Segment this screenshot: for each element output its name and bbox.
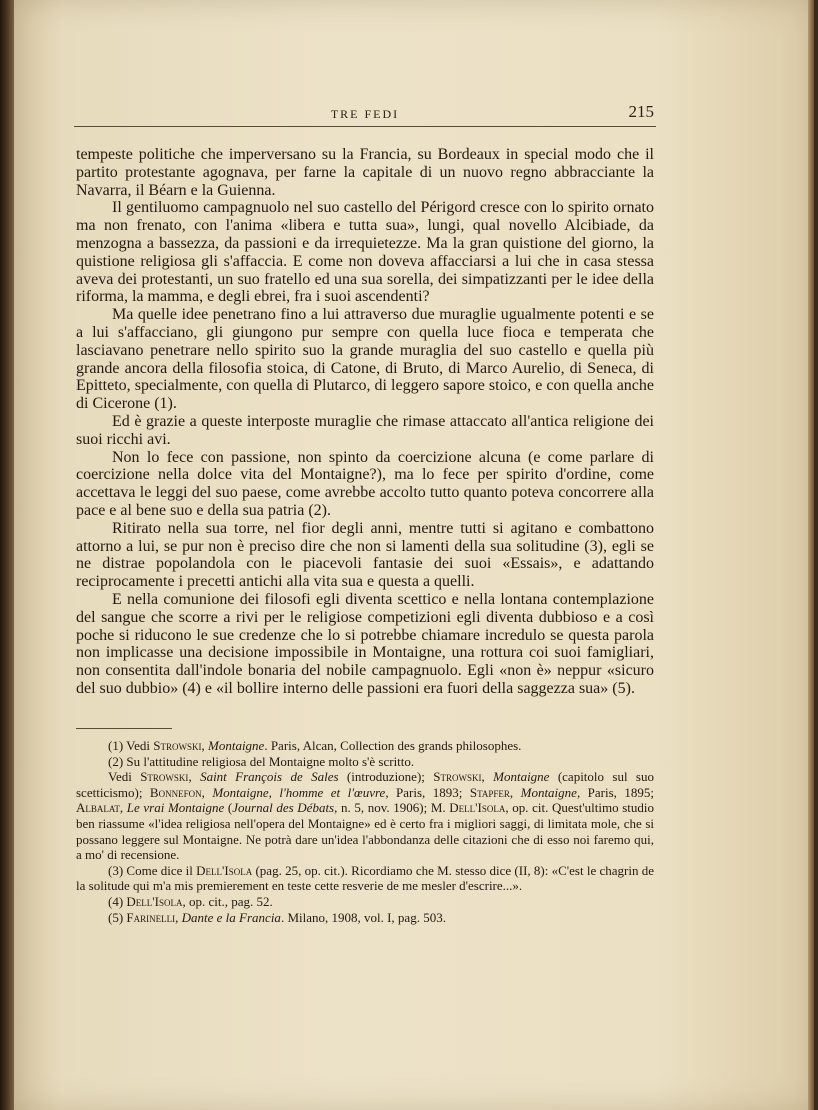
footnote-text: (5) — [108, 909, 127, 925]
footnote-text: Vedi — [108, 769, 141, 785]
footnote-text: (1) Vedi — [108, 738, 154, 753]
paragraph: Ritirato nella sua torre, nel fior degli anni, mentre tutti si agitano e combattono attorno a lui, se pur non è preciso dire che non si lamenti della sua solitudine (3), egli se ne distrae popolandola con le piacevoli fantasie dei suoi «Essais», e adattando reciprocamente i precetti antichi alla vita sua e questa a quelli. — [76, 519, 654, 591]
footnote-author: Dell'Isola — [196, 862, 253, 878]
footnote-text: , — [201, 738, 208, 753]
footnote-text: ( — [224, 800, 233, 816]
footnote-text: , — [201, 784, 213, 800]
footnote-title: Saint François de Sales — [200, 769, 339, 785]
footnote-author: Dell'Isola — [126, 893, 183, 909]
footnote-author: Strowski — [140, 769, 189, 785]
page-header — [76, 104, 654, 124]
footnotes — [76, 738, 654, 925]
footnote-author: Farinelli — [126, 909, 176, 925]
footnote-3 — [76, 863, 654, 894]
footnote-text: . Milano, 1908, vol. I, pag. 503. — [280, 909, 446, 925]
footnote-text: (capitolo sul suo scetticismo); — [76, 769, 654, 800]
footnote-text: , — [509, 784, 521, 800]
footnote-text: , op. cit., pag. 52. — [182, 893, 273, 909]
footnote-text: , — [119, 800, 127, 816]
header-rule — [74, 126, 656, 127]
paragraph: E nella comunione dei filosofi egli diventa scettico e nella lontana contemplazione del sangue che scorre a rivi per le religiose competizioni egli diventa dubbioso e a così poche si riducono le sue credenze che lo si potrebbe chiamare incredulo se questa parola non implicasse una decisione impossibile in Montaigne, una rottura coi suoi famigliari, non consentita dall'indole bonaria del nobile campagnuolo. Egli «non è» neppur «sicuro del suo dubbio» (4) e «il bollire interno delle passioni era fuori della saggezza sua» (5). — [76, 590, 654, 697]
footnote-author: Strowski — [433, 769, 482, 785]
footnote-text: , Paris, 1895; — [576, 784, 654, 800]
footnote-text: , — [188, 769, 201, 785]
footnote-text: (introduzione); — [338, 769, 434, 785]
footnote-title: Journal des Débats — [232, 800, 335, 816]
footnote-rule — [76, 728, 172, 729]
footnote-author: Strowski — [153, 738, 202, 753]
paragraph: Il gentiluomo campagnuolo nel suo castello del Périgord cresce con lo spirito ornato ma non frenato, con l'anima «libera e tutta sua», lungi, qual novello Alcibiade, da menzogna a bassezza, da passioni e da irrequietezze. Ma la gran quistione del giorno, la quistione religiosa gli s'affaccia. E come non doveva affacciarsi a lui che in casa stessa aveva dei protestanti, un suo fratello ed una sua sorella, dei simpatizzanti per le idee della riforma, la mamma, e degli ebrei, fra i suoi ascendenti? — [76, 199, 654, 306]
paragraph: Non lo fece con passione, non spinto da coercizione alcuna (e come parlare di coercizione nella dolce vita del Montaigne?), ma lo fece per spirito d'ordine, come accettava le leggi del suo paese, come avrebbe accolto tutto quanto poteva concorrere alla pace e al bene suo e della sua patria (2). — [76, 448, 654, 519]
footnote-text: (3) Come dice il — [108, 862, 197, 878]
footnote-text: . Paris, Alcan, Collection des grands philosophes. — [264, 738, 522, 753]
footnote-title: Montaigne — [493, 769, 550, 785]
footnote-title: Montaigne — [208, 738, 265, 753]
footnote-1 — [76, 738, 654, 754]
footnote-text: , n. 5, nov. 1906); M. — [334, 800, 450, 816]
footnote-text: (pag. 25, op. cit.). Ricordiamo che M. stesso dice (II, 8): «C'est le chagrin de la solitude qui m'a mis premierement en teste cette resverie de me mesler d'escrire...». — [76, 862, 654, 894]
footnote-title: Dante e la Francia — [181, 909, 281, 925]
footnote-2-continued — [76, 769, 654, 863]
footnote-author: Dell'Isola — [449, 800, 506, 816]
running-head: TRE FEDI — [330, 107, 400, 121]
footnote-text: (4) — [108, 893, 127, 909]
footnote-text: , Paris, 1893; — [385, 784, 470, 800]
footnote-5 — [76, 910, 654, 926]
footnote-author: Bonnefon — [149, 784, 202, 800]
footnote-text: , op. cit. Quest'ultimo studio ben riassume «l'idea religiosa nell'opera del Montaigne» ed è certo fra i migliori saggi, di limitata mole, che si possano leggere sul Montaigne. Ne potrà dare un'idea l'abbondanza delle citazioni che di esso noi faremo qui, a mo' di recensione. — [76, 800, 655, 863]
paragraph: Ed è grazie a queste interposte muraglie che rimase attaccato all'antica religione dei suoi ricchi avi. — [76, 412, 654, 448]
footnote-text: , — [481, 769, 494, 785]
main-text — [76, 146, 654, 698]
footnote-title: Le vrai Montaigne — [126, 800, 225, 816]
paragraph: tempeste politiche che imperversano su la Francia, su Bordeaux in special modo che il partito protestante agognava, per farne la capitale di un nuovo regno abbracciante la Navarra, il Béarn e la Guienna. — [76, 146, 654, 199]
paragraph: Ma quelle idee penetrano fino a lui attraverso due muraglie ugualmente potenti e se a lui s'affacciano, gli giungono pur sempre con quella luce fioca e temperata che lasciavano penetrare nello spirito suo la grande muraglia del suo castello e quella più grande ancora della filosofia stoica, di Catone, di Bruto, di Marco Aurelio, di Seneca, di Epitteto, specialmente, con quella di Plutarco, di leggero sapore stoico, e con quella anche di Cicerone (1). — [76, 306, 654, 413]
footnote-text: , — [175, 909, 182, 925]
page-number: 215 — [628, 102, 654, 121]
footnote-4 — [76, 894, 654, 910]
footnote-title: Montaigne, l'homme et l'œuvre — [212, 784, 386, 800]
footnote-2: (2) Su l'attitudine religiosa del Montaigne molto s'è scritto. — [108, 753, 415, 769]
footnote-author: Stapfer — [469, 784, 510, 800]
footnote-title: Montaigne — [520, 784, 577, 800]
footnote-author: Albalat — [76, 800, 120, 816]
page-edge — [808, 0, 814, 1110]
